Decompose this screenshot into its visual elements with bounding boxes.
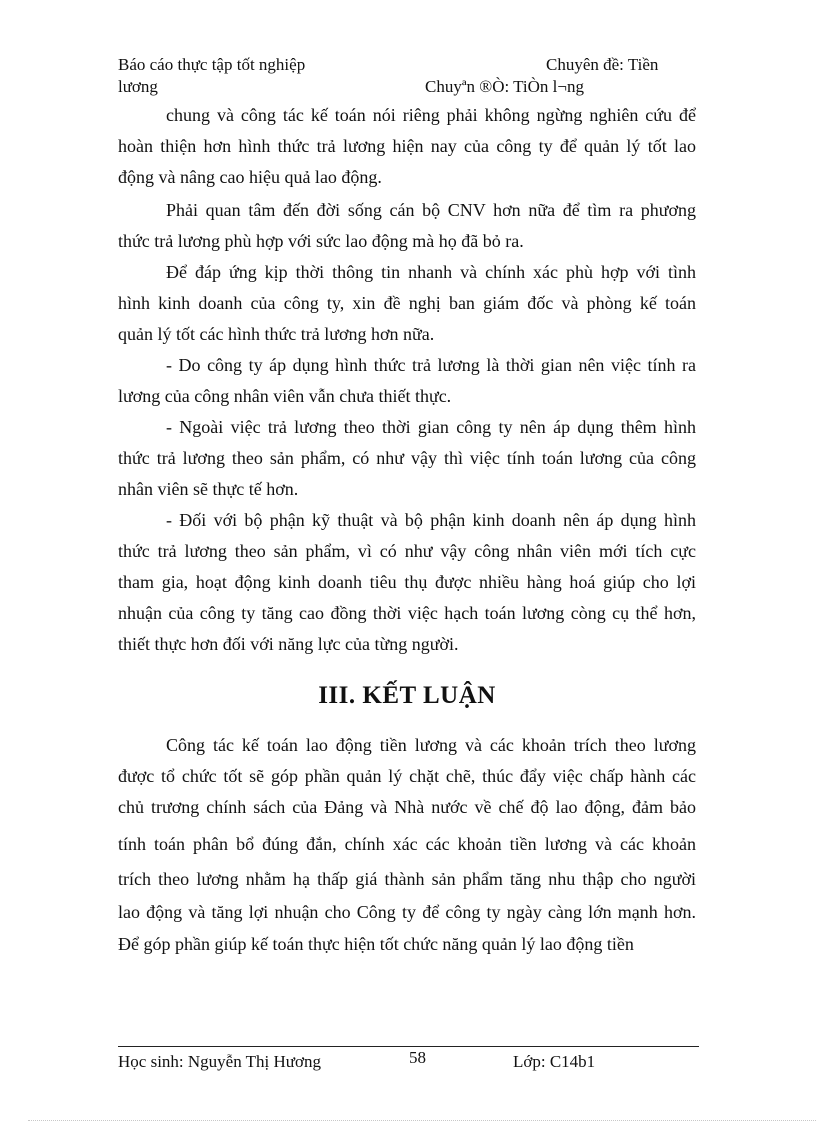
header-topic-garbled: Chuyªn ®Ò: TiÒn l¬ng xyxy=(425,77,584,96)
header-report-title: Báo cáo thực tập tốt nghiệp xyxy=(118,55,306,74)
paragraph-line: tham gia, hoạt động kinh doanh tiêu thụ được nhiều hàng hoá giúp cho lợi xyxy=(118,572,696,592)
paragraph-line: hình kinh doanh của công ty, xin đề nghị ban giám đốc và phòng kế toán xyxy=(118,293,696,313)
paragraph-line: Để đáp ứng kịp thời thông tin nhanh và chính xác phù hợp với tình xyxy=(166,262,696,282)
paragraph-line: trích theo lương nhằm hạ thấp giá thành sản phẩm tăng nhu thập cho người xyxy=(118,869,696,889)
paragraph-line: Phải quan tâm đến đời sống cán bộ CNV hơn nữa để tìm ra phương xyxy=(166,200,696,220)
paragraph-line: thiết thực hơn đối với năng lực của từng người. xyxy=(118,634,459,654)
paragraph-line: thức trả lương theo sản phẩm, có như vậy thì việc tính toán lương của công xyxy=(118,448,696,468)
paragraph-line: được tổ chức tốt sẽ góp phần quản lý chặt chẽ, thúc đẩy việc chấp hành các xyxy=(118,766,696,786)
paragraph-line: lương của công nhân viên vẫn chưa thiết thực. xyxy=(118,386,452,406)
paragraph-line: quản lý tốt các hình thức trả lương hơn nữa. xyxy=(118,324,435,344)
paragraph-line: - Do công ty áp dụng hình thức trả lương là thời gian nên việc tính ra xyxy=(166,355,696,375)
footer-student-name: Học sinh: Nguyễn Thị Hương xyxy=(118,1052,321,1071)
section-heading: III. KẾT LUẬN xyxy=(318,682,496,709)
footer-class: Lớp: C14b1 xyxy=(513,1052,596,1071)
page-number: 58 xyxy=(409,1048,426,1067)
paragraph-line: Để góp phần giúp kế toán thực hiện tốt chức năng quản lý lao động tiền xyxy=(118,934,634,954)
paragraph-line: lao động và tăng lợi nhuận cho Công ty để công ty ngày càng lớn mạnh hơn. xyxy=(118,902,696,922)
paragraph-line: nhuận của công ty tăng cao đồng thời việc hạch toán lương còng cụ thể hơn, xyxy=(118,603,696,623)
header-report-title-wrap: lương xyxy=(118,77,158,96)
paragraph-line: hoàn thiện hơn hình thức trả lương hiện nay của công ty để quản lý tốt lao xyxy=(118,136,696,156)
header-topic: Chuyên đề: Tiền xyxy=(546,55,659,74)
page-edge-divider xyxy=(28,1120,816,1121)
paragraph-line: - Ngoài việc trả lương theo thời gian công ty nên áp dụng thêm hình xyxy=(166,417,696,437)
paragraph-line: thức trả lương theo sản phẩm, vì có như vậy công nhân viên mới tích cực xyxy=(118,541,696,561)
paragraph-line: động và nâng cao hiệu quả lao động. xyxy=(118,167,382,187)
paragraph-line: chủ trương chính sách của Đảng và Nhà nước về chế độ lao động, đảm bảo xyxy=(118,797,696,817)
paragraph-line: nhân viên sẽ thực tế hơn. xyxy=(118,479,299,499)
footer-divider xyxy=(118,1046,699,1047)
paragraph-line: Công tác kế toán lao động tiền lương và các khoản trích theo lương xyxy=(166,735,696,755)
paragraph-line: thức trả lương phù hợp với sức lao động mà họ đã bỏ ra. xyxy=(118,231,524,251)
paragraph-line: chung và công tác kế toán nói riêng phải không ngừng nghiên cứu để xyxy=(166,105,696,125)
paragraph-line: tính toán phân bổ đúng đắn, chính xác các khoản tiền lương và các khoản xyxy=(118,834,696,854)
paragraph-line: - Đối với bộ phận kỹ thuật và bộ phận kinh doanh nên áp dụng hình xyxy=(166,510,696,530)
